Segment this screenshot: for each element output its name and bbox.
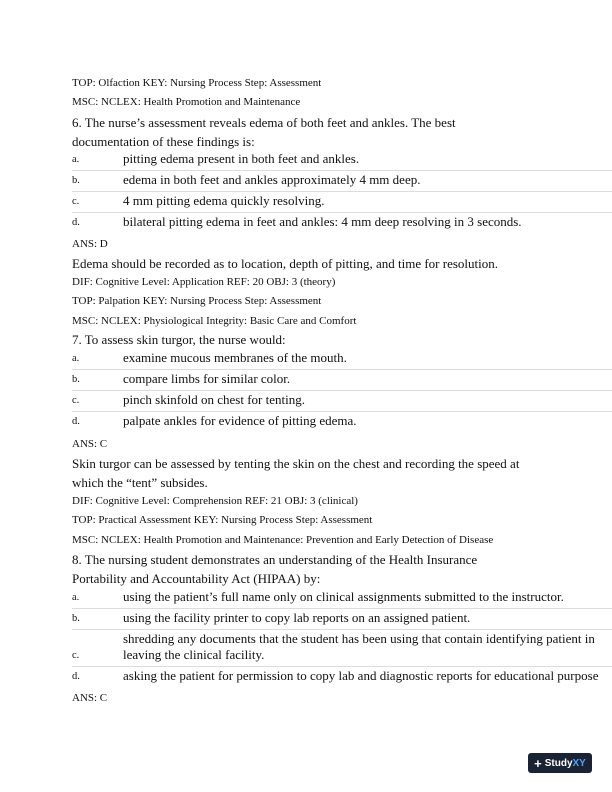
q7-option-d — [72, 412, 612, 432]
q6-option-c — [72, 192, 612, 213]
plus-icon: + — [534, 755, 542, 771]
meta-msc-health-promo: MSC: NCLEX: Health Promotion and Maintenance — [72, 96, 301, 108]
q7-option-c — [72, 391, 612, 412]
option-letter: d. — [72, 416, 80, 427]
option-text: pinch skinfold on chest for tenting. — [123, 392, 305, 407]
q6-option-d — [72, 213, 612, 233]
q7-rationale-line-2: which the “tent” subsides. — [72, 475, 208, 490]
option-text: compare limbs for similar color. — [123, 371, 291, 386]
q8-option-c — [72, 630, 612, 667]
option-letter: d. — [72, 671, 80, 682]
q6-stem-line-1: 6. The nurse’s assessment reveals edema of both feet and ankles. The best — [72, 115, 456, 130]
q6-msc: MSC: NCLEX: Physiological Integrity: Basic Care and Comfort — [72, 315, 357, 327]
q7-option-a — [72, 349, 612, 370]
option-letter: d. — [72, 217, 80, 228]
q8-stem-line-1: 8. The nursing student demonstrates an understanding of the Health Insurance — [72, 552, 478, 567]
option-letter: b. — [72, 175, 80, 186]
q8-stem-line-2: Portability and Accountability Act (HIPAA) by: — [72, 571, 321, 586]
q7-stem: 7. To assess skin turgor, the nurse would: — [72, 332, 286, 347]
q6-option-b — [72, 171, 612, 192]
q6-dif: DIF: Cognitive Level: Application REF: 20 OBJ: 3 (theory) — [72, 276, 336, 288]
q7-answer: ANS: C — [72, 438, 108, 450]
option-text: 4 mm pitting edema quickly resolving. — [123, 193, 325, 208]
option-text: pitting edema present in both feet and ankles. — [123, 151, 360, 166]
q6-stem-line-2: documentation of these findings is: — [72, 134, 255, 149]
option-letter: a. — [72, 353, 80, 364]
q8-option-a — [72, 588, 612, 609]
option-letter: b. — [72, 613, 80, 624]
q7-dif: DIF: Cognitive Level: Comprehension REF: 21 OBJ: 3 (clinical) — [72, 495, 358, 507]
q6-option-a — [72, 150, 612, 171]
option-text: edema in both feet and ankles approximately 4 mm deep. — [123, 172, 421, 187]
q7-top: TOP: Practical Assessment KEY: Nursing Process Step: Assessment — [72, 514, 373, 526]
q6-rationale: Edema should be recorded as to location, depth of pitting, and time for resolution. — [72, 256, 499, 271]
option-text: using the patient’s full name only on clinical assignments submitted to the instructor. — [123, 589, 564, 604]
q8-option-b — [72, 609, 612, 630]
option-letter: b. — [72, 374, 80, 385]
option-letter: c. — [72, 196, 80, 207]
option-letter: a. — [72, 154, 80, 165]
option-letter: c. — [72, 395, 80, 406]
option-text: asking the patient for permission to copy lab and diagnostic reports for educational purpose — [123, 668, 599, 683]
q8-answer: ANS: C — [72, 692, 108, 704]
option-text: bilateral pitting edema in feet and ankles: 4 mm deep resolving in 3 seconds. — [123, 214, 522, 229]
q7-rationale-line-1: Skin turgor can be assessed by tenting the skin on the chest and recording the speed at — [72, 456, 520, 471]
option-letter: a. — [72, 592, 80, 603]
option-letter: c. — [72, 650, 80, 661]
q6-answer: ANS: D — [72, 238, 108, 250]
q8-option-d — [72, 667, 612, 687]
meta-top-olfaction: TOP: Olfaction KEY: Nursing Process Step: Assessment — [72, 77, 322, 89]
option-text: using the facility printer to copy lab reports on an assigned patient. — [123, 610, 471, 625]
q7-option-b — [72, 370, 612, 391]
option-text: palpate ankles for evidence of pitting edema. — [123, 413, 357, 428]
studyxy-logo[interactable] — [528, 753, 592, 773]
option-text: examine mucous membranes of the mouth. — [123, 350, 347, 365]
brand-accent: XY — [572, 757, 586, 769]
option-text-line-1: shredding any documents that the student has been using that contain identifying patient in — [123, 631, 595, 646]
q7-msc: MSC: NCLEX: Health Promotion and Maintenance: Prevention and Early Detection of Disease — [72, 534, 494, 546]
brand-main: Study — [544, 757, 573, 769]
q6-top: TOP: Palpation KEY: Nursing Process Step: Assessment — [72, 295, 322, 307]
option-text-line-2: leaving the clinical facility. — [123, 647, 265, 662]
